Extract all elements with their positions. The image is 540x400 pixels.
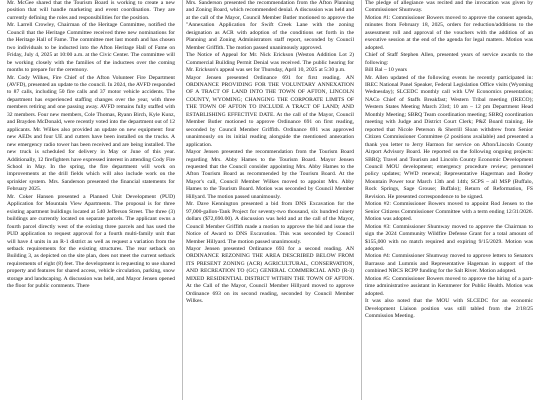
right-paragraph: Motion #4: Commissioner Shumway moved to approve letters to Senators Barrasso and Lummis and Representative Hageman in support of the combined NBCS RCPP funding for the Salt River. Motion adopted. — [365, 253, 533, 275]
right-paragraph: Chief of Staff Stephen Allen, presented years of service awards to the following: — [365, 52, 533, 66]
left-paragraph: Mr. McGee shared that the Tourism Board is working to create a new position that will handle marketing and event coordination. They are currently defining the roles and responsibilities for the position. — [7, 0, 175, 21]
middle-paragraph: Mayor Jensen presented Ordinance 691 for first reading. AN ORDINANCE PROVIDING FOR THE VOLUNTARY ANNEXATION OF A TRACT OF LAND INTO THE TOWN OF AFTON, LINCOLN COUNTY, WYOMING; CHANGING THE CORPORATE LIMITS OF THE TOWN OF AFTON TO INCLUDE A TRACT OF LAND; AND ESTABLISHING EFFECTIVE DATE. At the call of the Mayor, Council Member Butler motioned to approve Ordinance 691 on first reading, seconded by Council Member Griffith. Ordinance 691 was approved unanimously on its initial reading alongside the mentioned annexation application. — [186, 74, 354, 148]
right-column — [361, 0, 536, 400]
right-paragraph: It was also noted that the MOU with SLCEDC for an economic Development Liaison position was still tabled from the 2/18/25 Commission Meeting. — [365, 298, 533, 320]
middle-paragraph: The Notice of Appeal for Mr. Nick Erickson (Weston Addition Lot 2) Commercial Building Permit Denial was received. The public hearing for Mr. Erickson's appeal was set for Thursday, April 10, 2025 at 5:30 p.m. — [186, 52, 354, 74]
middle-paragraph: Mr. Dave Kennington presented a bid from DNS Excavation for the 97,000-gallon-Tank Project for seventy-two thousand, six hundred ninety dollars ($72,690.00). A discussion was held and at the call of the Mayor, Council Member Griffith made a motion to approve the bid and issue the Notice of Award to DNS Excavation. This was seconded by Council Member Hillyard. The motion passed unanimously. — [186, 201, 354, 245]
right-paragraph: The pledge of allegiance was recited and the invocation was given by Commissioner Shumway. — [365, 0, 533, 14]
middle-column — [182, 0, 357, 400]
right-paragraph: Motion #2: Commissioner Bowers moved to appoint Rod Jensen to the Senior Citizens Commissioner Committee with a term ending 12/31/2026. Motion was adopted. — [365, 201, 533, 223]
right-paragraph: Bill Bal – 10 years — [365, 67, 407, 74]
middle-paragraph: Mrs. Sanderson presented the recommendation from the Afton Planning and Zoning Board, which recommended denial. A discussion was held and at the call of the Mayor, Council Member Butler motioned to approve the "Annexation Application for Swift Creek Lane with the zoning designation as ACR with adoption of the conditions set forth in the Planning and Zoning Administrators staff report, seconded by Council Member Griffith. The motion passed unanimously approved. — [186, 0, 354, 51]
middle-paragraph: Mayor Jensen presented Ordinance 693 for a second reading. AN ORDINANCE REZONING THE AREA DESCRIBED BELOW FROM ITS PRESENT ZONING (ACR) AGRICULTURAL, CONSERVATION, AND RECREATION TO (GC) GENERAL COMMERCIAL AND (R-3) MIXED RESIDENTIAL DISTRICT WITHIN THE TOWN OF AFTON. At the Call of the Mayor, Council Member Hillyard moved to approve Ordinance 693 on its second reading, seconded by Council Member Wilkes. — [186, 245, 354, 305]
left-paragraph: Mr. Coker Hansen presented a Planned Unit Development (PUD) Application for Mountain View Apartments. The proposal is for three existing apartment buildings located at 540 Jefferson Street. The three (3) buildings are currently located on separate parcels. The applicant owns a fourth parcel directly west of the existing three parcels and has used the PUD application to request approval for a fourth multi-family unit that will have 4 units in an R-1 district as well as request a variation from the setback requirements for the existing structures. The rear setback on Building 3, as depicted on the site plan, does not meet the current setback requirements of eight (8) feet. The development is requesting to use shared property and features for shared access, vehicle circulation, parking, snow storage and landscaping. A discussion was held, and Mayor Jensen opened the floor for public comments. There — [7, 193, 175, 290]
right-paragraph: Motion #3: Commissioner Shumway moved to approve the Chairman to sign the 2024 Community Wildfire Defense Grant for a total amount of $155,000 with no match required and expiring 9/15/2029. Motion was adopted. — [365, 223, 533, 252]
right-paragraph: Motion #5: Commissioner Bowers moved to approve the hiring of a part-time administrative assistant in Kemmerer for Public Health. Motion was adopted. — [365, 275, 533, 297]
left-paragraph: Mr. Cody Wilkes, Fire Chief of the Afton Volunteer Fire Department (AVFD), presented an update to the council. In 2024, the AVFD responded to 87 calls, including 50 fire calls and 37 motor vehicle accidents. The department has experienced staffing changes over the year, with three members retiring and one passing away. AVFD remains fully staffed with 32 members. Four new members, Cole Thomas, Ryann Birch, Kyle Kunz, and Brayden McDonald, were recently voted into the department out of 12 applicants. Mr. Wilkes also provided an update on new equipment: four new AEDs and four UE and cutters have been installed on the trucks. A new emergency radio tower has been received and are being installed. The new truck is scheduled for delivery in May or June of this year. Additionally, 12 firefighters have expressed interest in attending Cody Fire School in May. In the spring, the fire department will work on improvements at the drill fields which will also include work on the sprinkler system. Mrs. Sanderson presented the financial statements for February 2025. — [7, 74, 175, 193]
middle-paragraph: Mayor Jensen presented the recommendation from the Tourism Board regarding Mrs. Abby Hames to the Tourism Board. Mayor Jensen requested that the Council consider appointing Mrs. Abby Hames to the Afton Tourism Board as recommended by the Tourism Board. At the Mayor's call, Council Member Wilkes moved to appoint Mrs. Abby Hames to the Tourism Board. Motion was seconded by Council Member Hillyard. The motion passed unanimously. — [186, 149, 354, 200]
left-paragraph: Mr. Larrell Crowley, Chairman of the Heritage Committee, notified the Council that the Heritage Committee received three new nominations for the Heritage Hall of Fame. The committee met last month and has chosen two individuals to be inducted into the Afton Heritage Hall of Fame on Friday, July 4, 2025 at 10:00 a.m. at the Civic Center. The committee will be working closely with the families of the inductees over the coming months to prepare for the ceremony. — [7, 22, 175, 74]
left-column — [4, 0, 178, 400]
right-paragraph: Motion #1: Commissioner Bowers moved to approve the consent agenda, minutes from February 18, 2025, orders for reduction/additions to the assessment roll and approval of the vouchers with the addition of an executive session at the end of the agenda for legal matters. Motion was adopted. — [365, 14, 533, 51]
right-paragraph: Mr. Allen updated of the following events he recently participated in: IREC National Panel Speaker, Federal Legislation Office visits (Wyoming Wednesday); SLCEDC monthly call with UW Economics presentation; NACo Chief of Staffs Breakfast; Western Tribal meeting (IRECO); Western States Meeting March 23rd; 10 am – 12 pm Department Head Monthly Meeting; SBRQ Team coordination meeting; SBRQ coordination meeting with Judge and District Court Clerk; P&Z Board training. He reported that Nicole Peterson & Sherrill Sloan withdrew from Senior Citizen Commissioner Committee (2 positions available) and presented a thank you letter to Jerry Harmon for service on Afton/Lincoln County Airport Advisory Board. He reported on the following ongoing projects: SBRQ; Travel and Tourism and Lincoln County Economic Development Council MOU development; emergency procedure review; personnel policy updates; WWD renewal; Representative Hagerman and Bodey Mountain Power tour March 13th and 14th; SCPS – all MSP (Buffalo, Rock Springs, Sage Grouse; Buffalo); Return of Reformation, FS Revision. He presented correspondence to be signed. — [365, 74, 533, 200]
